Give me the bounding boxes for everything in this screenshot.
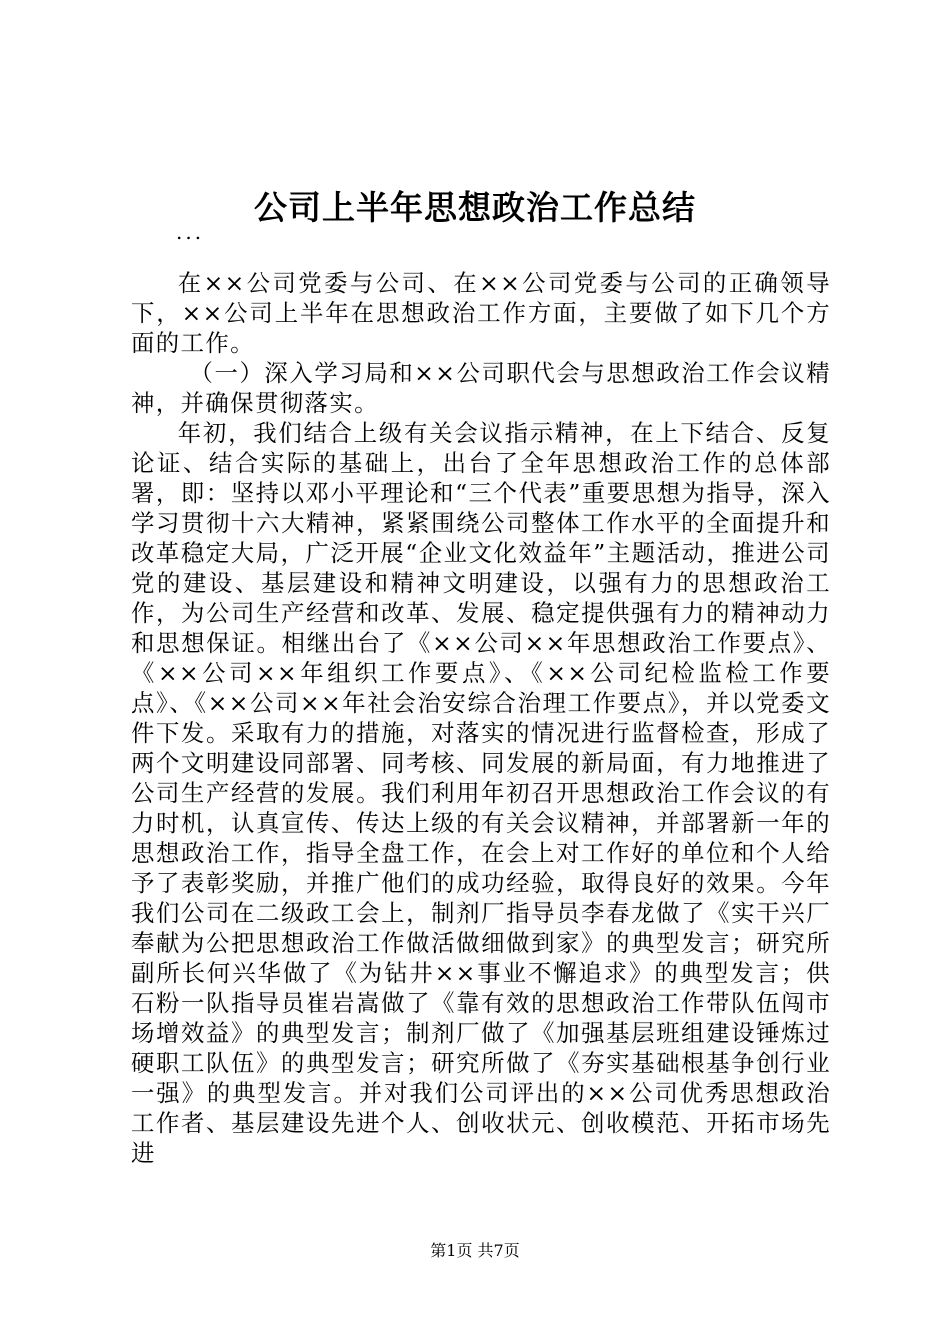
paragraph-body: 年初，我们结合上级有关会议指示精神，在上下结合、反复论证、结合实际的基础上，出台了全年思想政治工作的总体部署，即：坚持以邓小平理论和“三个代表”重要思想为指导，深入学习贯彻十六大精神，紧紧围绕公司整体工作水平的全面提升和改革稳定大局，广泛开展“企业文化效益年”主题活动，推进公司党的建设、基层建设和精神文明建设，以强有力的思想政治工作，为公司生产经营和改革、发展、稳定提供强有力的精神动力和思想保证。相继出台了《××公司××年思想政治工作要点》、《××公司××年组织工作要点》、《××公司纪检监检工作要点》、《××公司××年社会治安综合治理工作要点》，并以党委文件下发。采取有力的措施，对落实的情况进行监督检查，形成了两个文明建设同部署、同考核、同发展的新局面，有力地推进了公司生产经营的发展。我们利用年初召开思想政治工作会议的有力时机，认真宣传、传达上级的有关会议精神，并部署新一年的思想政治工作，指导全盘工作，在会上对工作好的单位和个人给予了表彰奖励，并推广他们的成功经验，取得良好的效果。今年我们公司在二级政工会上，制剂厂指导员李春龙做了《实干兴厂奉献为公把思想政治工作做活做细做到家》的典型发言；研究所副所长何兴华做了《为钻井××事业不懈追求》的典型发言；供石粉一队指导员崔岩嵩做了《靠有效的思想政治工作带队伍闯市场增效益》的典型发言；制剂厂做了《加强基层班组建设锤炼过硬职工队伍》的典型发言；研究所做了《夯实基础根基争创行业一强》的典型发言。并对我们公司评出的××公司优秀思想政治工作者、基层建设先进个人、创收状元、创收模范、开拓市场先进 (131, 419, 831, 1167)
document-body (131, 268, 831, 1168)
section-heading-1: （一）深入学习局和××公司职代会与思想政治工作会议精神，并确保贯彻落实。 (131, 359, 831, 417)
paragraph-intro: 在××公司党委与公司、在××公司党委与公司的正确领导下，××公司上半年在思想政治工作方面，主要做了如下几个方面的工作。 (131, 269, 831, 357)
ellipsis-marker: ... (176, 220, 205, 244)
document-title: 公司上半年思想政治工作总结 (254, 188, 696, 227)
page-footer: 第1页 共7页 (430, 1241, 520, 1260)
